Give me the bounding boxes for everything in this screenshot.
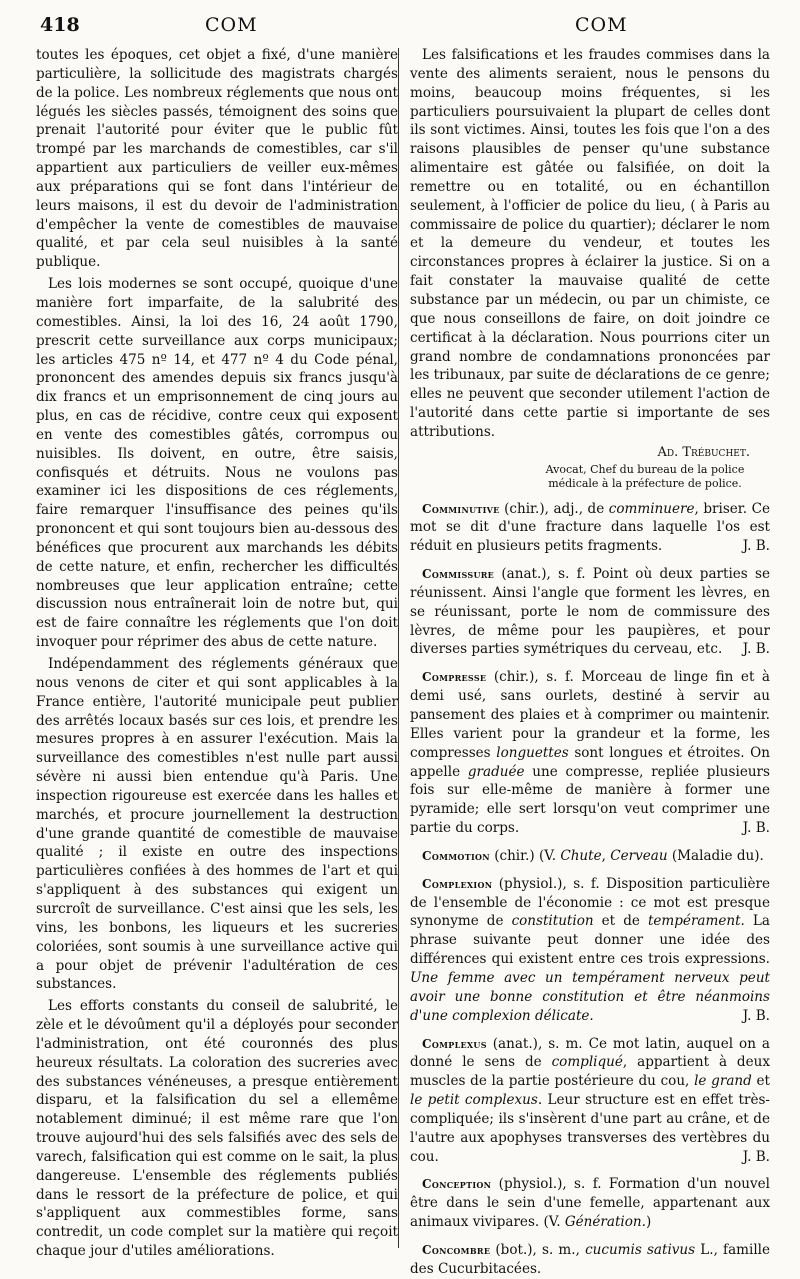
headword: Comminutive — [422, 501, 500, 516]
headword: Conception — [422, 1177, 492, 1192]
signature-block — [410, 444, 770, 491]
headword: Compresse — [422, 670, 487, 685]
running-head-right: COM — [575, 14, 628, 36]
paragraph: Les lois modernes se sont occupé, quoique d'une manière fort imparfaite, de la salubrité des comestibles. Ainsi, la loi des 16, 24 août 1790, prescrit cette surveillance aux corps municipaux; les articles 475 nº 14, et 477 nº 4 du Code pénal, prononcent des amendes depuis six francs jusqu'à dix francs et un emprisonnement de cinq jours au plus, en cas de récidive, contre ceux qui exposent en vente des comestibles gâtés, corrompus ou nuisibles. Ils doivent, en outre, être saisis, confisqués et détruits. Nous ne voulons pas examiner ici les dispositions de ces réglements, faire remarquer l'insuffisance des peines qu'ils prononcent et qui sont toujours bien au-dessous des bénéfices que procurent aux marchands les débits de cette nature, et enfin, rechercher les difficultés nombreuses que leur application entraîne; cette discussion nous entraînerait loin de notre but, qui est de faire connaître les réglements que l'on doit invoquer pour réprimer des abus de cette nature. — [36, 276, 398, 651]
paragraph: toutes les époques, cet objet a fixé, d'une manière particulière, la sollicitude des magistrats chargés de la police. Les nombreux réglements que nous ont légués les siècles passés, témoignent des soins que prenait l'autorité pour éviter que le public fût trompé par les marchands de comestibles, car s'il appartient aux particuliers de veiller eux-mêmes aux préparations qui se font dans l'intérieur de leurs maisons, il est du devoir de l'administration d'empêcher la vente de comestibles de mauvaise qualité, et par cela seul nuisibles à la santé publique. — [36, 47, 398, 271]
paragraph: Les efforts constants du conseil de salubrité, le zèle et le dévoûment qu'il a déployés pour seconder l'administration, ont été couronnés des plus heureux résultats. La coloration des sucreries avec des substances vénéneuses, a presque entièrement disparu, et la falsification du sel a ellemême notablement diminué; il est même rare que l'on trouve aujourd'hui des sels falsifiés avec des sels de varech, falsification qui est comme on le sait, la plus dangereuse. L'ensemble des réglements publiés dans le ressort de la préfecture de police, et qui s'appliquent aux commestibles forme, sans contredit, un code complet sur la matière qui reçoit chaque jour d'utiles améliorations. — [36, 998, 398, 1260]
entry-conception: Conception (physiol.), s. f. Formation d'un nouvel être dans le sein d'une femelle, appartenant aux animaux vivipares. (V. Génération.) — [410, 1176, 770, 1231]
entry-comminutive: Comminutive (chir.), adj., de comminuere, briser. Ce mot se dit d'une fracture dans laquelle l'os est réduit en plusieurs petits fragments. J. B. — [410, 500, 770, 555]
page-header — [0, 10, 800, 50]
entry-concombre: Concombre (bot.), s. m., cucumis sativus L., famille des Cucurbitacées. — [410, 1241, 771, 1277]
left-column — [36, 46, 398, 1261]
running-head-left: COM — [205, 14, 258, 36]
page-number: 418 — [40, 14, 80, 36]
headword: Complexus — [422, 1036, 487, 1051]
headword: Commotion — [422, 848, 490, 863]
paragraph: Indépendamment des réglements généraux que nous venons de citer et qui sont applicables à la France entière, l'autorité municipale peut publier des arrêtés locaux basés sur ces lois, et prendre les mesures propres à en assurer l'exécution. Mais la surveillance des comestibles n'est nulle part aussi sévère ni aussi bien entendue qu'à Paris. Une inspection rigoureuse est exercée dans les halles et marchés, et procure journellement la destruction d'une grande quantité de comestible de mauvaise qualité ; il existe en outre des inspections particulières confiées à des hommes de l'art et qui s'appliquent à des substances qui exigent un surcroît de surveillance. C'est ainsi que les sels, les vins, les bonbons, les liqueurs et les sucreries coloriées, sont soumis à une surveillance active qui a pour objet de prévenir l'adultération de ces substances. — [36, 656, 398, 993]
right-column — [410, 46, 770, 1279]
entry-initials: J. B. — [742, 1007, 770, 1024]
paragraph: Les falsifications et les fraudes commises dans la vente des aliments seraient, nous le pensons du moins, beaucoup moins fréquentes, si les particuliers poursuivaient la plupart de celles dont ils sont victimes. Ainsi, toutes les fois que l'on a des raisons plausibles de penser qu'une substance alimentaire est gâtée ou falsifiée, on doit la remettre ou en totalité, ou en échantillon seulement, à l'officier de police du lieu, ( à Paris au commissaire de police du quartier); déclarer le nom et la demeure du vendeur, et toutes les circonstances propres à éclairer la justice. Si on a fait constater la mauvaise qualité de cette substance par un médecin, ou par un chimiste, ce que nous conseillons de faire, on doit joindre ce certificat à la déclaration. Nous pourrions citer un grand nombre de condamnations prononcées par les tribunaux, par suite de déclarations de ce genre; elles ne peuvent que seconder utilement l'action de l'autorité dans cette partie si importante de ses attributions. — [410, 47, 770, 440]
entry-initials: J. B. — [742, 820, 770, 837]
author-signature: Ad. Trébuchet. — [657, 444, 750, 460]
headword: Complexion — [422, 876, 493, 891]
author-affiliation: Avocat, Chef du bureau de la police médicale à la préfecture de police. — [545, 462, 745, 490]
column-divider — [398, 48, 399, 1248]
entry-initials: J. B. — [742, 641, 770, 658]
entry-commissure: Commissure (anat.), s. f. Point où deux parties se réunissent. Ainsi l'angle que forment les lèvres, en se réunissant, porte le nom de commissure des lèvres, de même pour les paupières, et pour diverses parties symétriques du cerveau, etc. J. B. — [410, 566, 770, 658]
entry-initials: J. B. — [742, 538, 770, 555]
headword: Commissure — [422, 567, 495, 582]
entry-commotion: Commotion (chir.) (V. Chute, Cerveau (Maladie du). — [422, 847, 764, 864]
entry-initials: J. B. — [742, 1148, 770, 1165]
entry-complexus: Complexus (anat.), s. m. Ce mot latin, auquel on a donné le sens de compliqué, appartient à deux muscles de la partie postérieure du cou, le grand et le petit complexus. Leur structure est en effet très-compliquée; ils s'insèrent d'une part au crâne, et de l'autre aux apophyses transverses des vertèbres du cou. J. B. — [410, 1035, 770, 1165]
entry-compresse: Compresse (chir.), s. f. Morceau de linge fin et à demi usé, sans ourlets, destiné à servir au pansement des plaies et à comprimer ou maintenir. Elles varient pour la grandeur et la forme, les compresses longuettes sont longues et étroites. On appelle graduée une compresse, repliée plusieurs fois sur elle-même de manière à former une pyramide; elle sert lorsqu'on veut comprimer une partie du corps. J. B. — [410, 669, 770, 837]
headword: Concombre — [422, 1242, 491, 1257]
entry-complexion: Complexion (physiol.), s. f. Disposition particulière de l'ensemble de l'économie : ce mot est presque synonyme de constitution et de tempérament. La phrase suivante peut donner une idée des différences qui existent entre ces trois expressions. Une femme avec un tempérament nerveux peut avoir une bonne constitution et être néanmoins d'une complexion délicate. J. B. — [410, 875, 770, 1024]
